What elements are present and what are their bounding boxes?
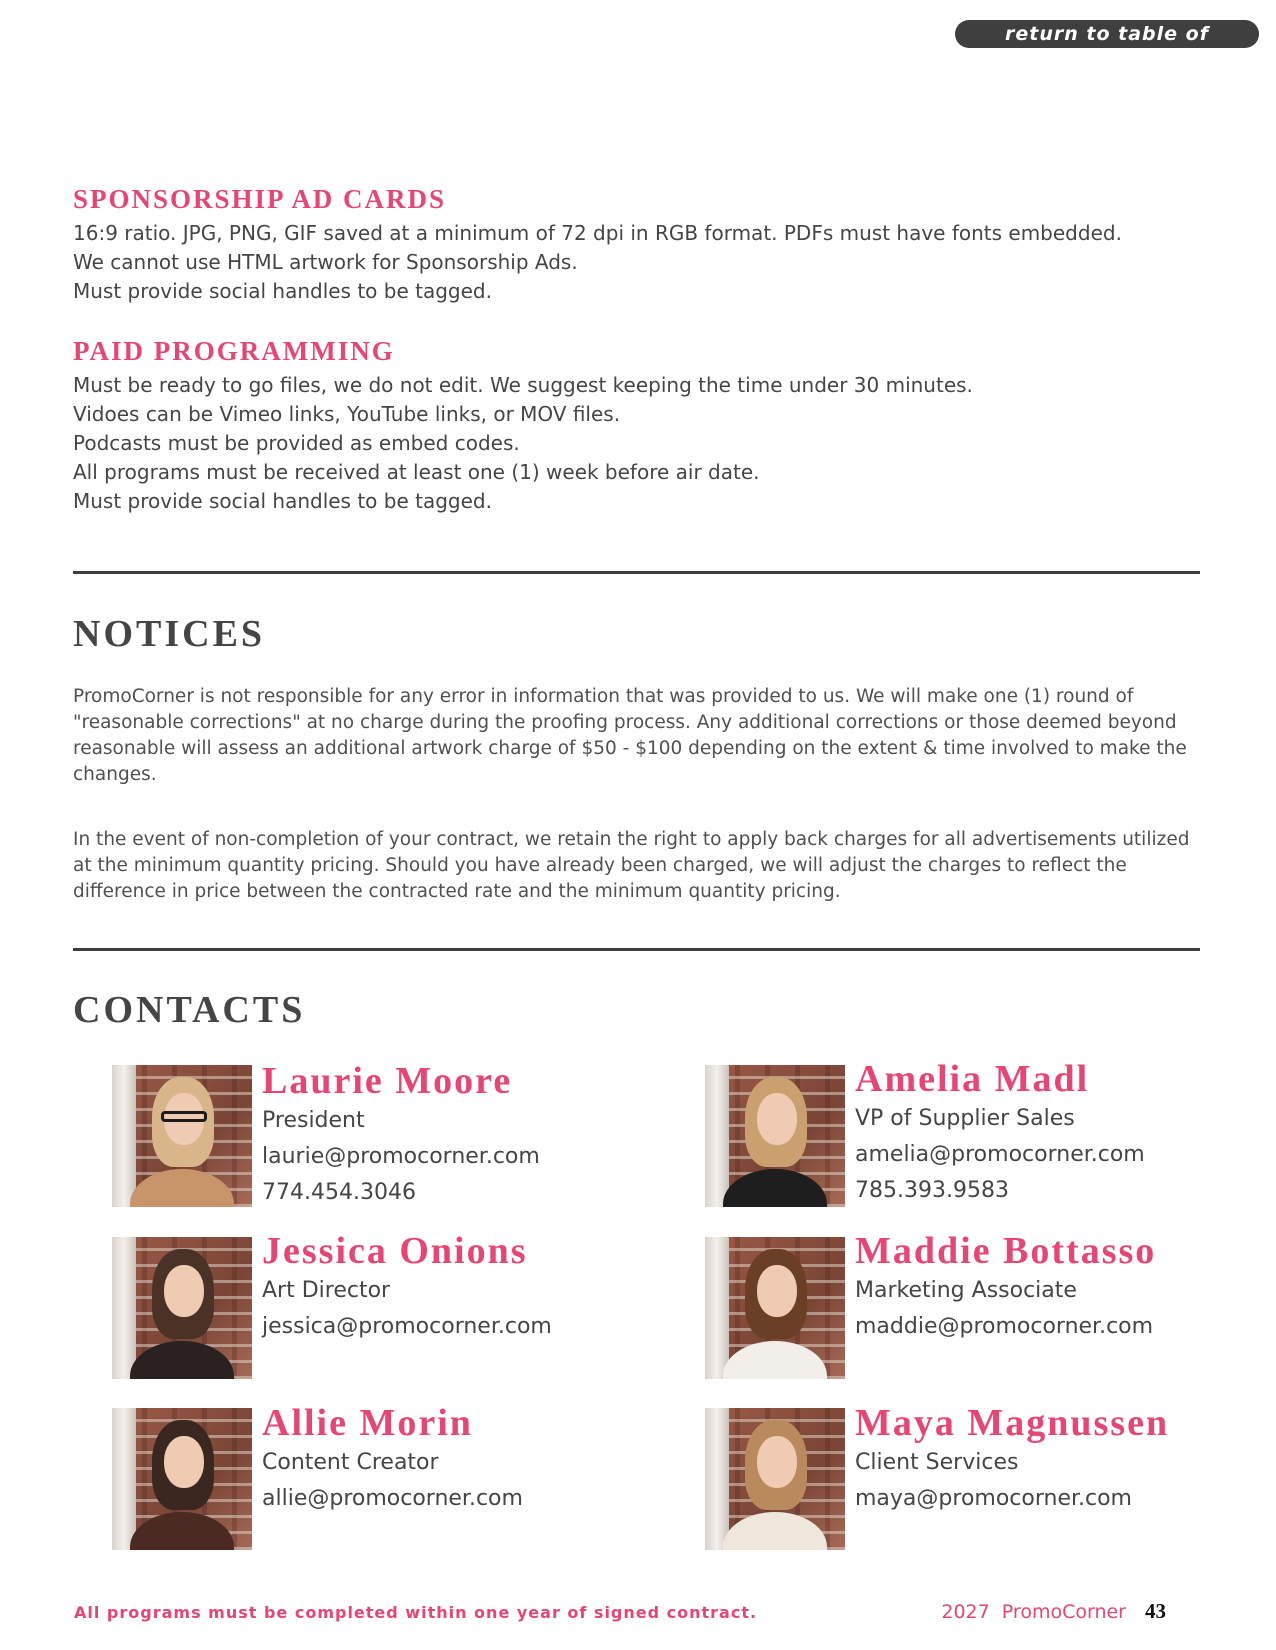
contacts-heading: CONTACTS	[73, 989, 306, 1031]
contact-photo	[705, 1065, 845, 1207]
paid-programming-line: All programs must be received at least one (1) week before air date.	[73, 460, 760, 484]
page-number: 43	[1145, 1599, 1166, 1623]
contact-name: Allie Morin	[262, 1402, 473, 1444]
contact-card	[705, 1402, 1265, 1553]
contact-photo	[705, 1408, 845, 1550]
contact-photo	[112, 1408, 252, 1550]
sponsorship-lines	[73, 219, 1122, 306]
contact-title: VP of Supplier Sales	[855, 1106, 1075, 1131]
contact-card	[705, 1058, 1265, 1210]
section-divider	[73, 571, 1200, 574]
glasses-icon	[161, 1111, 207, 1122]
contact-phone: 785.393.9583	[855, 1178, 1009, 1203]
contact-card	[112, 1230, 672, 1382]
contact-name: Maya Magnussen	[855, 1402, 1170, 1444]
contact-name: Amelia Madl	[855, 1058, 1090, 1100]
contact-email-link[interactable]: jessica@promocorner.com	[262, 1314, 552, 1339]
contact-card	[705, 1230, 1265, 1382]
contact-title: President	[262, 1108, 365, 1133]
section-divider	[73, 948, 1200, 951]
notices-heading: NOTICES	[73, 613, 266, 655]
paid-programming-lines	[73, 371, 973, 516]
contact-email-link[interactable]: maya@promocorner.com	[855, 1486, 1132, 1511]
contact-title: Client Services	[855, 1450, 1019, 1475]
footer-brand: 2027 PromoCorner	[941, 1601, 1126, 1623]
contact-photo	[112, 1237, 252, 1379]
contact-phone: 774.454.3046	[262, 1180, 416, 1205]
paid-programming-heading: PAID PROGRAMMING	[73, 336, 395, 366]
contact-photo	[705, 1237, 845, 1379]
contact-title: Art Director	[262, 1278, 391, 1303]
contact-email-link[interactable]: amelia@promocorner.com	[855, 1142, 1145, 1167]
contact-email-link[interactable]: maddie@promocorner.com	[855, 1314, 1154, 1339]
contact-name: Jessica Onions	[262, 1230, 528, 1272]
paid-programming-line: Podcasts must be provided as embed codes.	[73, 431, 520, 455]
paid-programming-line: Vidoes can be Vimeo links, YouTube links, or MOV files.	[73, 402, 621, 426]
contact-photo	[112, 1065, 252, 1207]
notices-paragraph: In the event of non-completion of your contract, we retain the right to apply back charges for all advertisements utilized at the minimum quantity pricing. Should you have already been charged, we will adjust the charges to reflect the difference in price between the contracted rate and the minimum quantity pricing.	[73, 829, 1190, 902]
contact-email-link[interactable]: allie@promocorner.com	[262, 1486, 523, 1511]
sponsorship-line: We cannot use HTML artwork for Sponsorship Ads.	[73, 250, 578, 274]
contact-name: Maddie Bottasso	[855, 1230, 1157, 1272]
sponsorship-line: Must provide social handles to be tagged.	[73, 279, 492, 303]
contact-title: Marketing Associate	[855, 1278, 1077, 1303]
contact-title: Content Creator	[262, 1450, 439, 1475]
footer-note: All programs must be completed within one year of signed contract.	[74, 1603, 758, 1622]
contact-card	[112, 1402, 672, 1553]
sponsorship-heading: SPONSORSHIP AD CARDS	[73, 184, 447, 214]
notices-paragraph: PromoCorner is not responsible for any error in information that was provided to us. We will make one (1) round of "reasonable corrections" at no charge during the proofing process. Any additional corrections or those deemed beyond reasonable will assess an additional artwork charge of $50 - $100 depending on the extent & time involved to make the changes.	[73, 686, 1187, 785]
sponsorship-line: 16:9 ratio. JPG, PNG, GIF saved at a minimum of 72 dpi in RGB format. PDFs must have fonts embedded.	[73, 221, 1122, 245]
contact-card	[112, 1060, 672, 1210]
contact-name: Laurie Moore	[262, 1060, 513, 1102]
return-to-toc-button[interactable]: return to table of contents	[955, 20, 1259, 48]
contact-email-link[interactable]: laurie@promocorner.com	[262, 1144, 540, 1169]
paid-programming-line: Must provide social handles to be tagged.	[73, 489, 492, 513]
paid-programming-line: Must be ready to go files, we do not edit. We suggest keeping the time under 30 minutes.	[73, 373, 973, 397]
